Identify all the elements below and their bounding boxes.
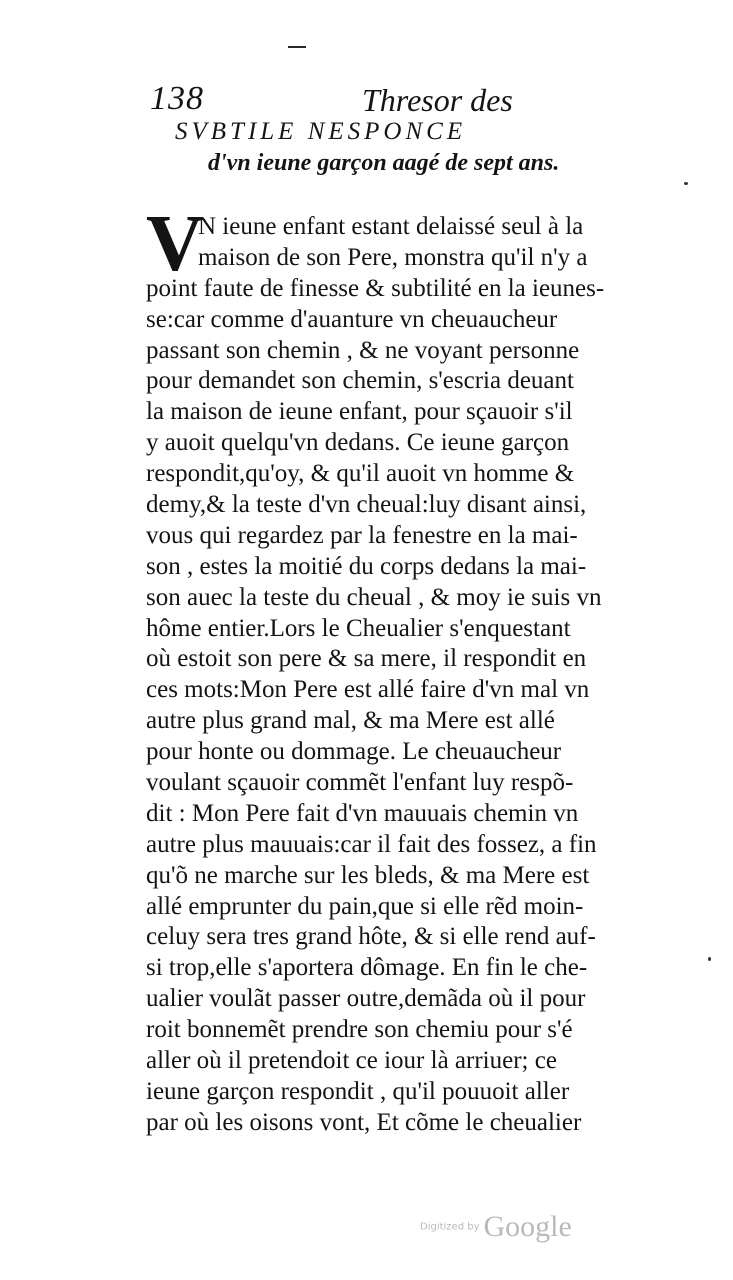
digitized-by-google-watermark [420, 1210, 572, 1244]
text-line: aller où il pretendoit ce iour là arriuer; ce [146, 1047, 557, 1075]
text-line: où estoit son pere & sa mere, il respondit en [146, 645, 587, 673]
running-head [150, 80, 590, 120]
text-line: celuy sera tres grand hôte, & si elle rend auf- [146, 923, 596, 951]
text-line: par où les oisons vont, Et cõme le cheualier [146, 1108, 582, 1136]
text-line: allé emprunter du pain,que si elle rẽd moin- [146, 892, 584, 920]
text-line: point faute de finesse & subtilité en la ieunes- [146, 274, 605, 302]
top-ink-mark [288, 46, 306, 48]
google-logo: Google [483, 1210, 572, 1243]
text-line: ces mots:Mon Pere est allé faire d'vn mal vn [146, 676, 590, 704]
text-line: respondit,qu'oy, & qu'il auoit vn homme & [146, 460, 575, 488]
text-line: maison de son Pere, monstra qu'il n'y a [198, 243, 588, 271]
text-line: la maison de ieune enfant, pour sçauoir s'il [146, 398, 573, 426]
text-line: vous qui regardez par la fenestre en la mai- [146, 521, 578, 549]
text-line: qu'õ ne marche sur les bleds, & ma Mere est [146, 861, 590, 889]
text-line: autre plus mauuais:car il fait des fossez, a fin [146, 830, 597, 858]
text-line: N ieune enfant estant delaissé seul à la [198, 213, 584, 240]
text-line: si trop,elle s'aportera dômage. En fin le che- [146, 954, 588, 982]
text-line: son , estes la moitié du corps dedans la mai- [146, 552, 587, 580]
text-line: son auec la teste du cheual , & moy ie suis vn [146, 583, 602, 611]
text-line: ualier voulãt passer outre,demãda où il pour [146, 985, 586, 1013]
text-line: hôme entier.Lors le Cheualier s'enquestant [146, 614, 571, 642]
text-line: pour honte ou dommage. Le cheuaucheur [146, 738, 562, 766]
book-title: Thresor des [362, 82, 513, 118]
text-line: se:car comme d'auanture vn cheuaucheur [146, 305, 558, 333]
drop-cap: V [146, 200, 204, 288]
text-line: demy,& la teste d'vn cheual:luy disant ainsi, [146, 491, 587, 519]
text-line: passant son chemin , & ne voyant personne [146, 336, 580, 364]
page-number: 138 [150, 80, 204, 117]
text-line: voulant sçauoir commẽt l'enfant luy respõ- [146, 769, 574, 797]
body-text [146, 212, 671, 1139]
watermark-prefix: Digitized by [420, 1221, 480, 1233]
section-title: SVBTILE NESPONCE [175, 118, 467, 145]
text-line: dit : Mon Pere fait d'vn mauuais chemin vn [146, 799, 579, 827]
ink-speck [708, 957, 711, 961]
ink-speck [684, 182, 688, 185]
text-line: roit bonnemẽt prendre son chemiu pour s'é [146, 1016, 573, 1044]
text-line: y auoit quelqu'vn dedans. Ce ieune garçon [146, 429, 570, 457]
text-line: autre plus grand mal, & ma Mere est allé [146, 707, 555, 735]
text-line: ieune garçon respondit , qu'il pouuoit aller [146, 1077, 570, 1105]
section-subtitle: d'vn ieune garçon aagé de sept ans. [208, 150, 560, 176]
text-line: pour demandet son chemin, s'escria deuant [146, 367, 574, 395]
